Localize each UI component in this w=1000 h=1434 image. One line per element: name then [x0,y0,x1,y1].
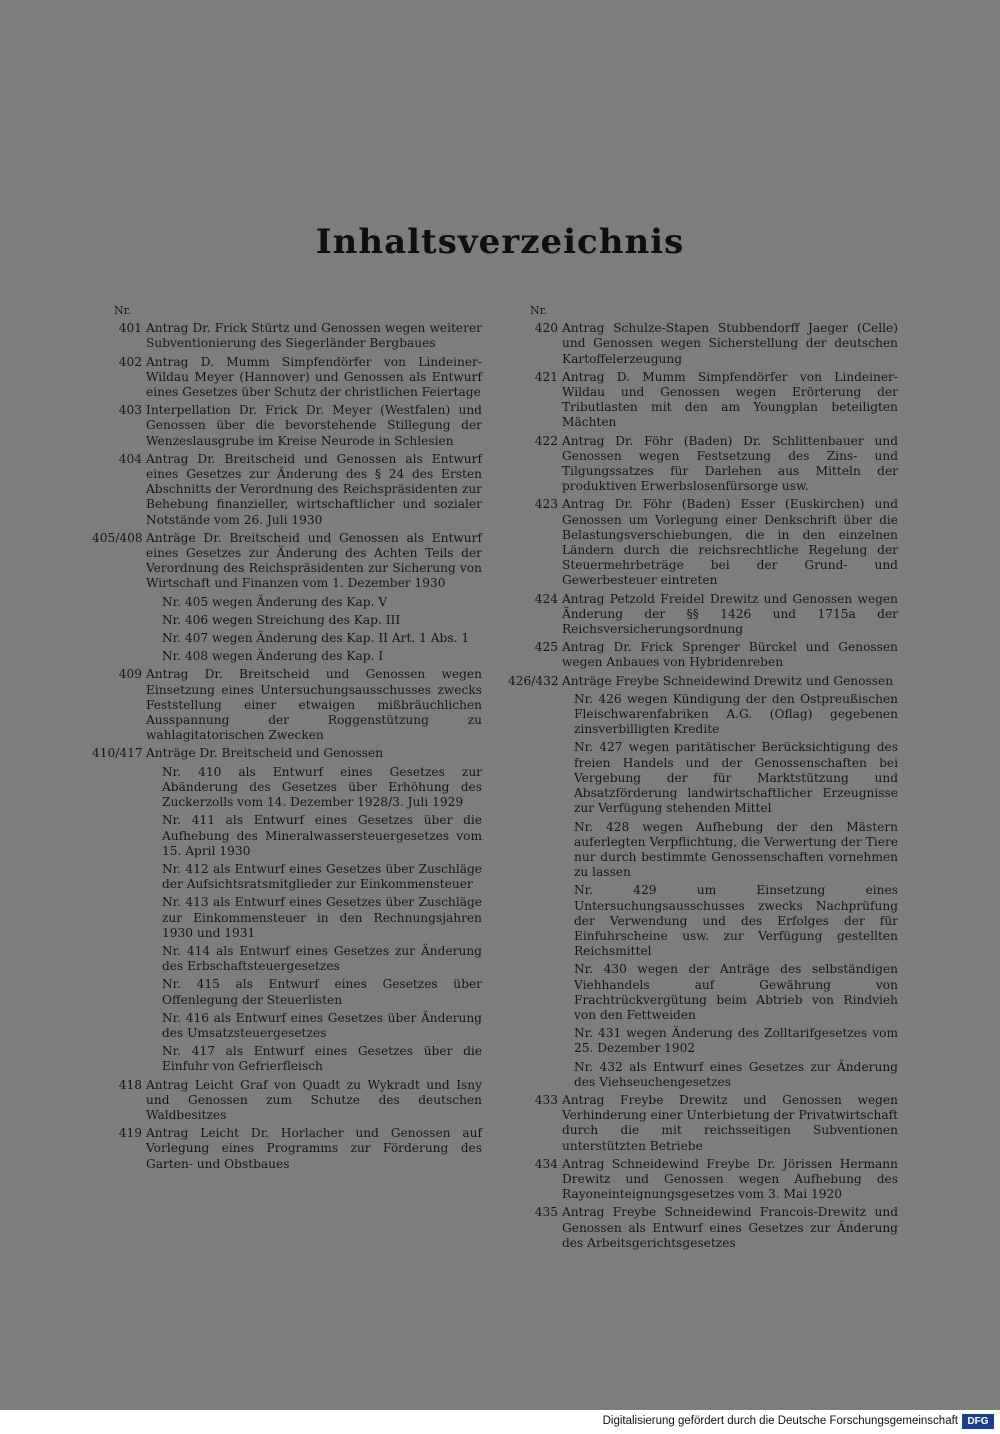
entry-number: 401 [118,321,142,336]
toc-subentry: Nr. 429 um Einsetzung eines Untersuchungsausschusses zwecks Nachprüfung der Verwendung und des Erfolges der für Einfuhrscheine usw. zur Verfügung gestellten Reichsmittel [574,883,898,959]
toc-entry [508,674,898,689]
toc-subentry: Nr. 416 als Entwurf eines Gesetzes über Änderung des Umsatzsteuergesetzes [162,1010,482,1040]
toc-entry [92,746,482,761]
entry-text: Antrag Freybe Drewitz und Genossen wegen Verhinderung einer Unterbietung der Privatwirtschaft durch die mit reichsseitigen Subventionen unterstützten Betriebe [562,1092,898,1153]
toc-entry [508,434,898,495]
toc-right-entries [508,321,898,1251]
toc-entry [92,531,482,592]
toc-subentry: Nr. 411 als Entwurf eines Gesetzes über die Aufhebung des Mineralwassersteuergesetzes vom 15. April 1930 [162,813,482,858]
entry-number: 402 [118,354,142,369]
toc-entry [92,355,482,401]
toc-right-column [508,303,898,1254]
entry-number: 433 [534,1092,558,1107]
footer-bar [0,1410,1000,1434]
toc-entry [92,1126,482,1172]
entry-text: Antrag Dr. Breitscheid und Genossen wegen Einsetzung eines Untersuchungsausschusses zwecks Feststellung einer etwaigen mißbräuchlichen Ausspannung der Roggenstützung zu wahlagitatorischen Zwecken [146,667,482,743]
entry-text: Anträge Dr. Breitscheid und Genossen [146,746,384,761]
entry-number: 403 [118,403,142,418]
toc-entry [508,592,898,638]
funding-note: Digitalisierung gefördert durch die Deutsche Forschungsgemeinschaft [602,1415,958,1427]
toc-entry [92,403,482,449]
toc-entry [92,321,482,351]
entry-text: Antrag D. Mumm Simpfendörfer von Lindeiner-Wildau Meyer (Hannover) und Genossen als Entwurf eines Gesetzes über Schutz der christlichen Feiertage [146,354,482,400]
entry-text: Antrag Dr. Frick Stürtz und Genossen wegen weiterer Subventionierung des Siegerländer Bergbaues [146,321,482,351]
entry-number: 425 [534,640,558,655]
toc-left-column [92,303,482,1175]
entry-number: 434 [534,1156,558,1171]
entry-text: Antrag Leicht Dr. Horlacher und Genossen auf Vorlegung eines Programms zur Förderung des Garten- und Obstbaues [146,1126,482,1171]
toc-subentry: Nr. 410 als Entwurf eines Gesetzes zur Abänderung des Gesetzes über Erhöhung des Zuckerzolls vom 14. Dezember 1928/3. Juli 1929 [162,764,482,810]
entry-text: Antrag Petzold Freidel Drewitz und Genossen wegen Änderung der §§ 1426 und 1715a der Reichsversicherungsordnung [562,591,898,637]
entry-text: Antrag Leicht Graf von Quadt zu Wykradt und Isny und Genossen zum Schutze des deutschen Waldbesitzes [146,1077,482,1122]
entry-number: 435 [534,1205,558,1220]
toc-subentry: Nr. 417 als Entwurf eines Gesetzes über die Einfuhr von Gefrierfleisch [162,1044,482,1074]
toc-entry [92,667,482,743]
entry-text: Antrag Dr. Breitscheid und Genossen als Entwurf eines Gesetzes zur Änderung des § 24 des Ersten Abschnitts der Verordnung des Reichspräsidenten zur Behebung finanzieller, wirtschaftlicher und sozialer Notstände vom 26. Juli 1930 [146,451,482,527]
entry-number: 423 [534,497,558,512]
toc-entry [508,321,898,367]
entry-number: 410/417 [92,746,143,761]
entry-text: Antrag Schneidewind Freybe Dr. Jörissen Hermann Drewitz und Genossen wegen Aufhebung des Rayoneinteignungsgesetzes vom 3. Mai 1920 [562,1156,898,1202]
entry-text: Antrag D. Mumm Simpfendörfer von Lindeiner-Wildau und Genossen wegen Erörterung der Tributlasten mit den am Youngplan beteiligten Mächten [562,369,898,430]
toc-subentry: Nr. 430 wegen der Anträge des selbständigen Viehhandels auf Gewährung von Frachtrückvergütung beim Abtrieb von Rindvieh von den Fettweiden [574,962,898,1022]
entry-number: 409 [118,667,142,682]
toc-subentry: Nr. 413 als Entwurf eines Gesetzes über Zuschläge zur Einkommensteuer in den Rechnungsjahren 1930 und 1931 [162,895,482,940]
toc-entry [508,1157,898,1203]
toc-subentry: Nr. 426 wegen Kündigung der den Ostpreußischen Fleischwarenfabriken A.G. (Oflag) gegebenen zinsverbilligten Kredite [574,691,898,737]
toc-entry [508,640,898,670]
toc-subentry: Nr. 431 wegen Änderung des Zolltarifgesetzes vom 25. Dezember 1902 [574,1026,898,1056]
entry-number: 420 [534,321,558,336]
entry-text: Interpellation Dr. Frick Dr. Meyer (Westfalen) und Genossen über die bevorstehende Stillegung der Wenzeslausgrube im Kreise Neurode in Schlesien [146,403,482,448]
entry-number: 422 [534,433,558,448]
page-title: Inhaltsverzeichnis [315,222,685,262]
entry-text: Antrag Dr. Frick Sprenger Bürckel und Genossen wegen Anbaues von Hybridenreben [562,640,898,670]
entry-number: 426/432 [508,673,559,688]
toc-subentry: Nr. 408 wegen Änderung des Kap. I [162,649,384,664]
toc-subentry: Nr. 405 wegen Änderung des Kap. V [162,594,388,609]
toc-subentry: Nr. 412 als Entwurf eines Gesetzes über Zuschläge der Aufsichtsratsmitglieder zur Einkommensteuer [162,861,482,892]
nr-header: Nr. [530,304,548,317]
toc-subentry: Nr. 428 wegen Aufhebung der den Mästern auferlegten Verpflichtung, die Verwertung der Tiere nur durch bestimmte Genossenschaften vornehmen zu lassen [574,819,898,880]
entry-text: Anträge Dr. Breitscheid und Genossen als Entwurf eines Gesetzes zur Änderung des Achten Teils der Verordnung des Reichspräsidenten zur Sicherung von Wirtschaft und Finanzen vom 1. Dezember 1930 [146,530,482,591]
entry-text: Anträge Freybe Schneidewind Drewitz und Genossen [562,673,894,688]
toc-entry [92,452,482,528]
toc-entry [92,1078,482,1124]
dfg-logo: DFG [962,1414,994,1429]
toc-entry [508,1205,898,1251]
toc-left-entries [92,321,482,1172]
entry-number: 419 [118,1126,142,1141]
toc-subentry: Nr. 406 wegen Streichung des Kap. III [162,612,401,627]
toc-subentry: Nr. 415 als Entwurf eines Gesetzes über Offenlegung der Steuerlisten [162,977,482,1007]
toc-entry [508,370,898,431]
toc-subentry: Nr. 432 als Entwurf eines Gesetzes zur Änderung des Viehseuchengesetzes [574,1059,898,1089]
toc-entry [508,1093,898,1154]
entry-number: 418 [118,1077,142,1092]
toc-subentry: Nr. 427 wegen paritätischer Berücksichtigung des freien Handels und der Genossenschaften bei Vergebung der für Marktstützung und Absatzförderung landwirtschaftlicher Erzeugnisse zur Verfügung stehenden Mittel [574,740,898,816]
entry-number: 405/408 [92,530,143,545]
toc-entry [508,497,898,588]
entry-text: Antrag Dr. Föhr (Baden) Esser (Euskirchen) und Genossen um Vorlegung einer Denkschrift über die Belastungsverschiebungen, die in den einzelnen Ländern durch die reichsrechtliche Regelung der Steuermehrbeträge bei der Grund- und Gewerbesteuer eintreten [562,497,898,588]
entry-text: Antrag Schulze-Stapen Stubbendorff Jaeger (Celle) und Genossen wegen Sicherstellung der deutschen Kartoffelerzeugung [562,321,898,366]
entry-number: 424 [534,591,558,606]
nr-header: Nr. [114,304,132,317]
entry-number: 404 [118,451,142,466]
toc-subentry: Nr. 414 als Entwurf eines Gesetzes zur Änderung des Erbschaftsteuergesetzes [162,943,482,974]
entry-text: Antrag Freybe Schneidewind Francois-Drewitz und Genossen als Entwurf eines Gesetzes zur Änderung des Arbeitsgerichtsgesetzes [562,1205,898,1250]
toc-subentry: Nr. 407 wegen Änderung des Kap. II Art. 1 Abs. 1 [162,631,470,646]
entry-number: 421 [534,369,558,384]
entry-text: Antrag Dr. Föhr (Baden) Dr. Schlittenbauer und Genossen wegen Festsetzung des Zins- und Tilgungssatzes für Darlehen aus Mitteln der produktiven Erwerbslosenfürsorge usw. [562,433,898,494]
